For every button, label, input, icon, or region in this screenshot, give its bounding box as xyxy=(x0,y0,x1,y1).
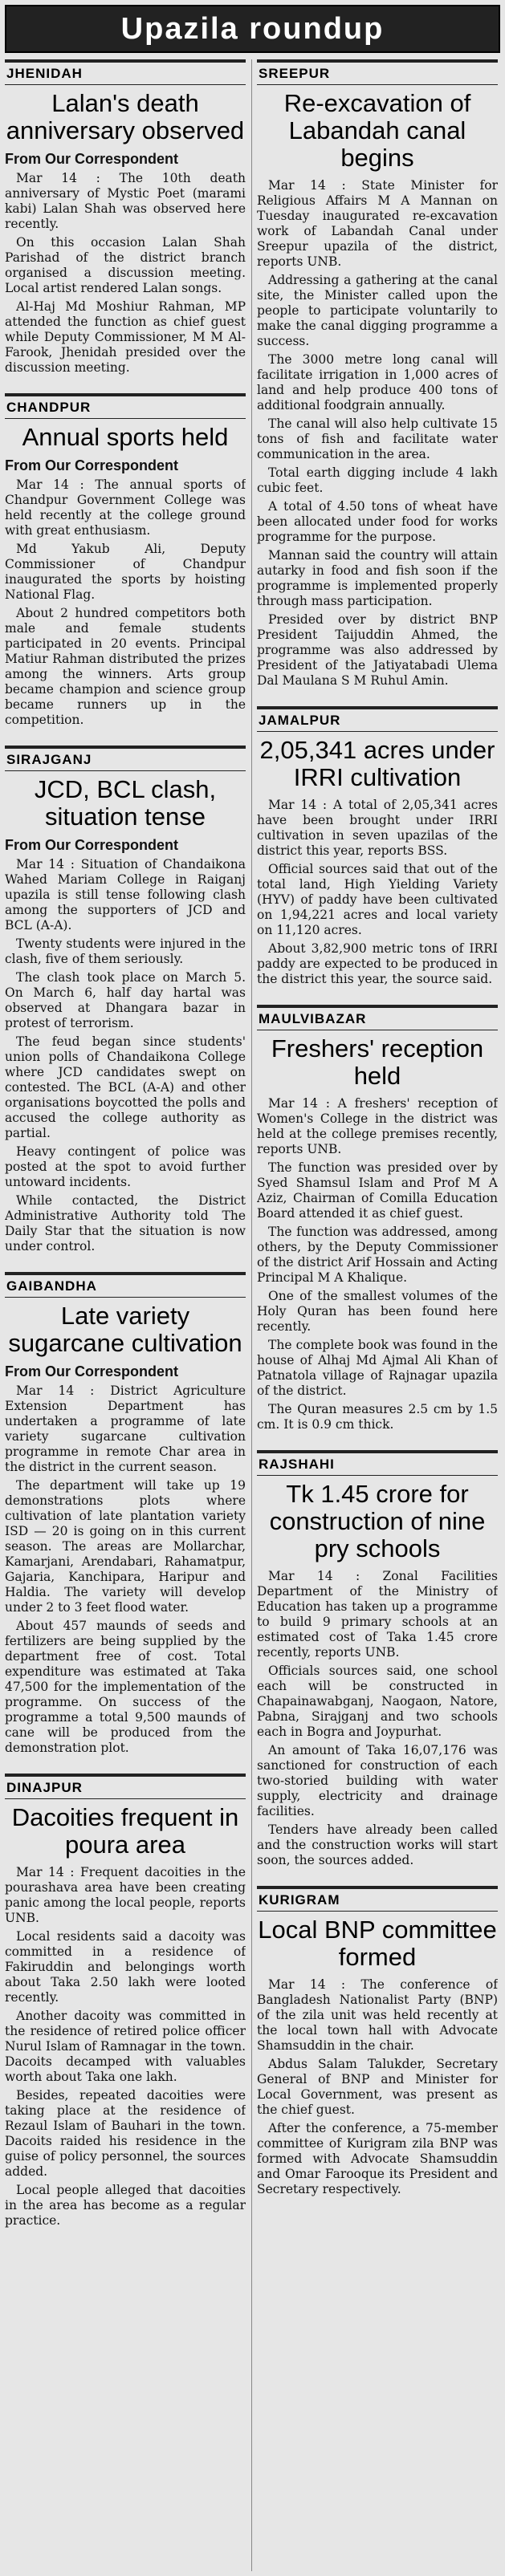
right-column xyxy=(257,59,498,2571)
paragraph: Mar 14 : Situation of Chandaikona Wahed Mariam College in Raiganj upazila is still tense following clash among the supporters of JCD and BCL (A-A). xyxy=(5,857,246,932)
paragraph: Local residents said a dacoity was committed in a residence of Fakiruddin and belongings worth about Taka 2.50 lakh were looted recently. xyxy=(5,1929,246,2005)
section-label: SREEPUR xyxy=(257,59,498,85)
article xyxy=(257,1005,498,1432)
article xyxy=(5,59,246,376)
section-label: GAIBANDHA xyxy=(5,1272,246,1298)
article xyxy=(5,1272,246,1756)
paragraph: Mar 14 : A total of 2,05,341 acres have been brought under IRRI cultivation in seven upazilas of the district this year, reports BSS. xyxy=(257,798,498,858)
headline: JCD, BCL clash, situation tense xyxy=(34,775,217,831)
paragraph: Al-Haj Md Moshiur Rahman, MP attended the function as chief guest while Deputy Commissioner, M M Al-Farook, Jhenidah presided over the discussion meeting. xyxy=(5,299,246,375)
paragraph: About 457 maunds of seeds and fertilizers are being supplied by the department free of cost. Total expenditure was estimated at Taka 47,500 for the implementation of the programme. On success of the programme a total 9,500 maunds of cane will be produced from the demonstration plot. xyxy=(5,1619,246,1755)
headline: Lalan's death anniversary observed xyxy=(6,89,245,144)
paragraph: The department will take up 19 demonstrations plots where cultivation of late plantation variety ISD — 20 is going on in this current season. The areas are Mollarchar, Kamarjani, Arendabari, Rahamatpur, Gajaria, Kanchipara, Haripur and Haldia. The variety will develop under 2 to 3 feet flood water. xyxy=(5,1478,246,1615)
paragraph: The clash took place on March 5. On March 6, half day hartal was observed at Dhangara bazar in protest of terrorism. xyxy=(5,970,246,1030)
headline: Tk 1.45 crore for construction of nine pry schools xyxy=(269,1480,486,1562)
paragraph: An amount of Taka 16,07,176 was sanctioned for construction of each two-storied building with water supply, electricity and drainage facilities. xyxy=(257,1743,498,1818)
paragraph: The feud began since students' union polls of Chandaikona College where JCD candidates swept on contested. The BCL (A-A) and other organisations boycotted the polls and accused the college authority as partial. xyxy=(5,1034,246,1140)
article xyxy=(257,706,498,987)
section-label: CHANDPUR xyxy=(5,393,246,419)
headline: Freshers' reception held xyxy=(271,1034,484,1090)
article xyxy=(257,1886,498,2197)
paragraph: Mar 14 : Frequent dacoities in the pourashava area have been creating panic among the local people, reports UNB. xyxy=(5,1865,246,1925)
left-column xyxy=(5,59,246,2571)
paragraph: A total of 4.50 tons of wheat have been allocated under food for works programme for the purpose. xyxy=(257,499,498,544)
headline: Local BNP committee formed xyxy=(258,1916,497,1971)
paragraph: Officials sources said, one school each will be constructed in Chapainawabganj, Naogaon, Natore, Pabna, Sirajganj and two schools each in Bogra and Joypurhat. xyxy=(257,1664,498,1739)
paragraph: On this occasion Lalan Shah Parishad of the district branch organised a discussion meeting. Local artist rendered Lalan songs. xyxy=(5,235,246,295)
banner xyxy=(5,5,500,53)
section-label: DINAJPUR xyxy=(5,1774,246,1799)
paragraph: The function was presided over by Syed Shamsul Islam and Prof M A Aziz, Chairman of Comilla Education Board attended it as chief guest. xyxy=(257,1160,498,1221)
paragraph: Mar 14 : Zonal Facilities Department of the Ministry of Education has taken up a programme to build 9 primary schools at an estimated cost of Taka 1.45 crore recently, reports UNB. xyxy=(257,1569,498,1660)
paragraph: The complete book was found in the house of Alhaj Md Ajmal Ali Khan of Patnatola village of Rajnagar upazila of the district. xyxy=(257,1338,498,1398)
paragraph: The function was addressed, among others, by the Deputy Commissioner of the district Arif Hossain and Acting Principal M A Khalique. xyxy=(257,1225,498,1285)
paragraph: Mar 14 : The conference of Bangladesh Nationalist Party (BNP) of the zila unit was held recently at the local town hall with Advocate Shamsuddin in the chair. xyxy=(257,1977,498,2053)
byline: From Our Correspondent xyxy=(5,457,179,473)
article xyxy=(5,393,246,728)
article xyxy=(5,1774,246,2229)
headline: Annual sports held xyxy=(22,423,229,451)
byline: From Our Correspondent xyxy=(5,837,179,853)
section-label: SIRAJGANJ xyxy=(5,746,246,771)
article xyxy=(5,746,246,1254)
paragraph: Official sources said that out of the total land, High Yielding Variety (HYV) of paddy have been cultivated on 1,94,221 acres and local variety on 11,120 acres. xyxy=(257,862,498,937)
paragraph: Presided over by district BNP President Taijuddin Ahmed, the programme was also addressed by President of the Jatiyatabadi Ulema Dal Maulana S M Ruhul Amin. xyxy=(257,612,498,688)
paragraph: Besides, repeated dacoities were taking place at the residence of Rezaul Islam of Bauhari in the town. Dacoits raided his residence in the guise of policy personnel, the sources added. xyxy=(5,2088,246,2179)
section-label: RAJSHAHI xyxy=(257,1450,498,1476)
byline: From Our Correspondent xyxy=(5,1363,179,1379)
paragraph: Mar 14 : The 10th death anniversary of Mystic Poet (marami kabi) Lalan Shah was observed here recently. xyxy=(5,171,246,231)
paragraph: After the conference, a 75-member committee of Kurigram zila BNP was formed with Advocate Shamsuddin and Omar Farooque its President and Secretary respectively. xyxy=(257,2121,498,2196)
paragraph: The canal will also help cultivate 15 tons of fish and facilitate water communication in the area. xyxy=(257,416,498,461)
paragraph: Local people alleged that dacoities in the area has become as a regular practice. xyxy=(5,2183,246,2228)
section-label: MAULVIBAZAR xyxy=(257,1005,498,1030)
article xyxy=(257,59,498,689)
banner-title: Upazila roundup xyxy=(120,11,385,46)
paragraph: Mar 14 : The annual sports of Chandpur Government College was held recently at the college ground with great enthusiasm. xyxy=(5,477,246,538)
paragraph: Tenders have already been called and the construction works will start soon, the sources added. xyxy=(257,1822,498,1867)
paragraph: Abdus Salam Talukder, Secretary General of BNP and Minister for Local Government, was present as the chief guest. xyxy=(257,2057,498,2117)
section-label: JAMALPUR xyxy=(257,706,498,732)
paragraph: Total earth digging include 4 lakh cubic feet. xyxy=(257,465,498,495)
paragraph: Mar 14 : District Agriculture Extension Department has undertaken a programme of late variety sugarcane cultivation programme in remote Char area in the district in the current season. xyxy=(5,1383,246,1474)
headline: Re-excavation of Labandah canal begins xyxy=(283,89,471,172)
paragraph: Mannan said the country will attain autarky in food and fish soon if the programme is implemented properly through mass participation. xyxy=(257,548,498,608)
paragraph: Heavy contingent of police was posted at the spot to avoid further untoward incidents. xyxy=(5,1144,246,1189)
headline: Late variety sugarcane cultivation xyxy=(8,1302,242,1357)
paragraph: Mar 14 : A freshers' reception of Women's College in the district was held at the college premises recently, reports UNB. xyxy=(257,1096,498,1156)
byline: From Our Correspondent xyxy=(5,151,179,167)
paragraph: About 3,82,900 metric tons of IRRI paddy are expected to be produced in the district this year, the source said. xyxy=(257,941,498,986)
paragraph: Addressing a gathering at the canal site, the Minister called upon the people to participate voluntarily to make the canal digging programme a success. xyxy=(257,273,498,348)
paragraph: While contacted, the District Administrative Authority told The Daily Star that the situation is now under control. xyxy=(5,1193,246,1253)
paragraph: Twenty students were injured in the clash, five of them seriously. xyxy=(5,937,246,966)
section-label: JHENIDAH xyxy=(5,59,246,85)
paragraph: One of the smallest volumes of the Holy Quran has been found here recently. xyxy=(257,1289,498,1334)
paragraph: The 3000 metre long canal will facilitate irrigation in 1,000 acres of land and help produce 400 tons of additional foodgrain annually. xyxy=(257,352,498,412)
paragraph: About 2 hundred competitors both male and female students participated in 20 events. Principal Matiur Rahman distributed the prizes among the winners. Arts group became champion and science group became runners up in the competition. xyxy=(5,606,246,727)
paragraph: The Quran measures 2.5 cm by 1.5 cm. It is 0.9 cm thick. xyxy=(257,1402,498,1432)
column-divider xyxy=(251,59,252,2571)
paragraph: Md Yakub Ali, Deputy Commissioner of Chandpur inaugurated the sports by hoisting National Flag. xyxy=(5,542,246,602)
paragraph: Mar 14 : State Minister for Religious Affairs M A Mannan on Tuesday inaugurated re-excavation work of Labandah Canal under Sreepur upazila of the district, reports UNB. xyxy=(257,178,498,269)
headline: Dacoities frequent in poura area xyxy=(11,1803,239,1859)
headline: 2,05,341 acres under IRRI cultivation xyxy=(259,736,495,791)
paragraph: Another dacoity was committed in the residence of retired police officer Nurul Islam of Ramnagar in the town. Dacoits decamped with valuables worth about Taka one lakh. xyxy=(5,2009,246,2084)
section-label: KURIGRAM xyxy=(257,1886,498,1912)
article xyxy=(257,1450,498,1868)
